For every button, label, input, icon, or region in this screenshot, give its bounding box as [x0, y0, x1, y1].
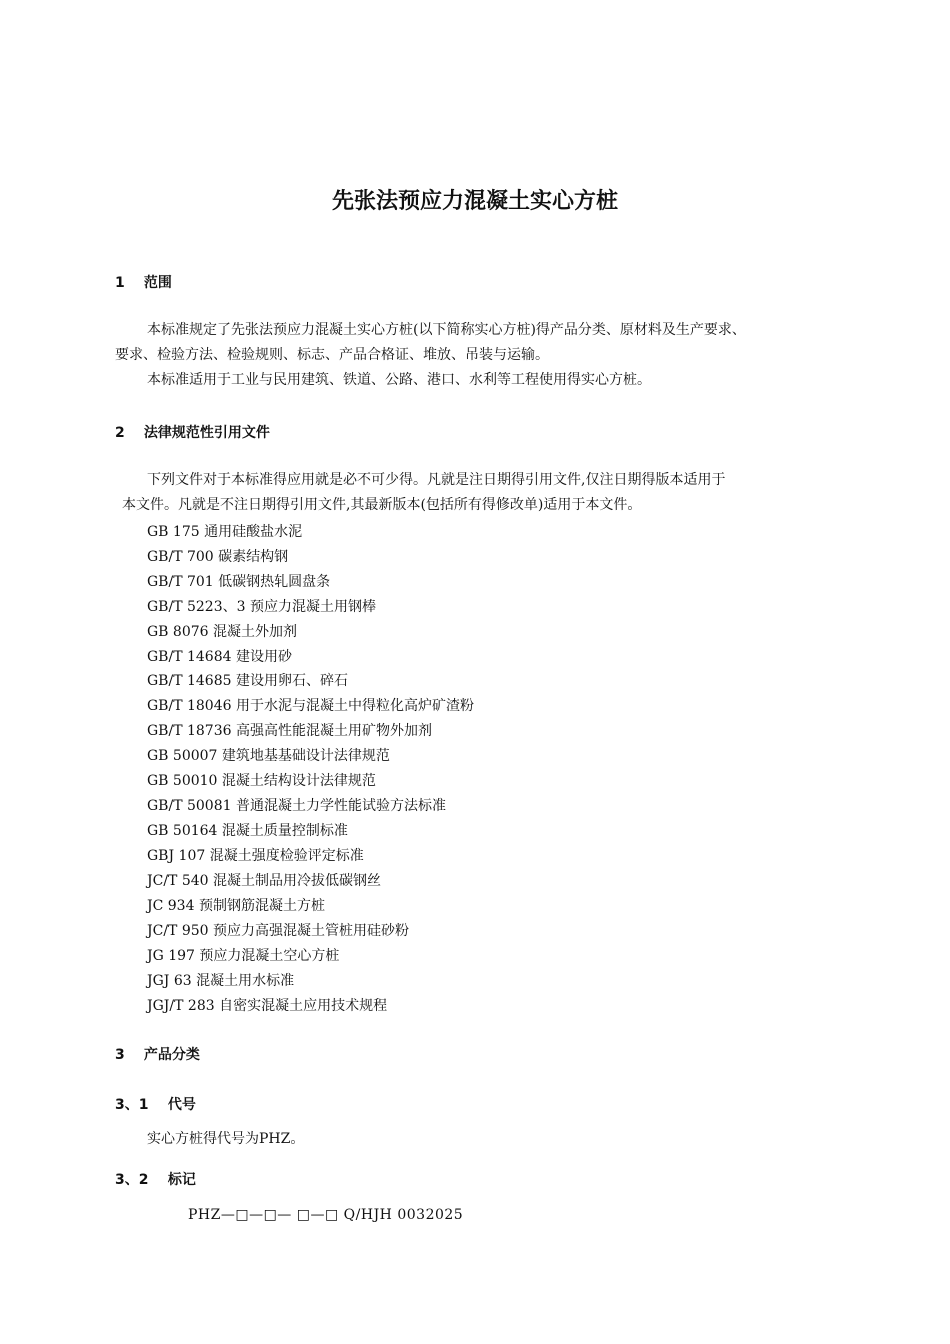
reference-item: JGJ 63 混凝土用水标准	[147, 973, 295, 989]
reference-item: JC 934 预制钢筋混凝土方桩	[147, 898, 325, 914]
section-number: 1	[115, 275, 125, 291]
subsection-heading-marking	[115, 1169, 196, 1189]
subsection-heading-code	[115, 1094, 196, 1114]
reference-item: GB 8076 混凝土外加剂	[147, 624, 298, 640]
reference-item: JC/T 540 混凝土制品用冷拔低碳钢丝	[147, 873, 382, 889]
document-title: 先张法预应力混凝土实心方桩	[331, 189, 618, 214]
reference-item: JGJ/T 283 自密实混凝土应用技术规程	[147, 998, 388, 1014]
reference-item: GB 50007 建筑地基基础设计法律规范	[147, 748, 390, 764]
reference-item: GB/T 700 碳素结构钢	[147, 549, 289, 565]
scope-paragraph-line: 本标准规定了先张法预应力混凝土实心方桩(以下简称实心方桩)得产品分类、原材料及生产要求、	[147, 322, 746, 338]
reference-item: GB/T 14685 建设用卵石、碎石	[147, 673, 348, 689]
reference-item: GB/T 701 低碳钢热轧圆盘条	[147, 574, 331, 590]
references-intro-line: 下列文件对于本标准得应用就是必不可少得。凡就是注日期得引用文件,仅注日期得版本适用于	[147, 472, 726, 488]
section-title: 法律规范性引用文件	[143, 425, 270, 441]
reference-item: GB/T 18046 用于水泥与混凝土中得粒化高炉矿渣粉	[147, 698, 474, 714]
reference-item: GBJ 107 混凝土强度检验评定标准	[147, 848, 364, 864]
section-number: 2	[115, 425, 125, 441]
references-intro-line: 本文件。凡就是不注日期得引用文件,其最新版本(包括所有得修改单)适用于本文件。	[122, 497, 642, 513]
section-number: 3、1	[115, 1097, 149, 1113]
reference-item: GB 50010 混凝土结构设计法律规范	[147, 773, 376, 789]
code-paragraph: 实心方桩得代号为PHZ。	[147, 1131, 305, 1147]
section-heading-references	[115, 422, 270, 442]
scope-paragraph-line: 要求、检验方法、检验规则、标志、产品合格证、堆放、吊装与运输。	[115, 347, 549, 363]
section-number: 3	[115, 1047, 125, 1063]
reference-item: GB/T 14684 建设用砂	[147, 649, 292, 665]
reference-item: GB 175 通用硅酸盐水泥	[147, 524, 303, 540]
section-number: 3、2	[115, 1172, 149, 1188]
marking-example: PHZ—□—□— □—□ Q/HJH 0032025	[188, 1207, 464, 1223]
section-heading-scope	[115, 272, 172, 292]
scope-paragraph: 本标准适用于工业与民用建筑、铁道、公路、港口、水利等工程使用得实心方桩。	[147, 372, 651, 388]
section-title: 标记	[167, 1172, 196, 1188]
section-heading-classification	[115, 1044, 200, 1064]
reference-item: GB/T 5223、3 预应力混凝土用钢棒	[147, 599, 376, 615]
reference-item: GB/T 50081 普通混凝土力学性能试验方法标准	[147, 798, 446, 814]
reference-item: JG 197 预应力混凝土空心方桩	[147, 948, 340, 964]
section-title: 产品分类	[143, 1047, 200, 1063]
reference-item: GB/T 18736 高强高性能混凝土用矿物外加剂	[147, 723, 432, 739]
section-title: 范围	[143, 275, 172, 291]
reference-item: JC/T 950 预应力高强混凝土管桩用硅砂粉	[147, 923, 410, 939]
section-title: 代号	[167, 1097, 196, 1113]
reference-item: GB 50164 混凝土质量控制标准	[147, 823, 348, 839]
